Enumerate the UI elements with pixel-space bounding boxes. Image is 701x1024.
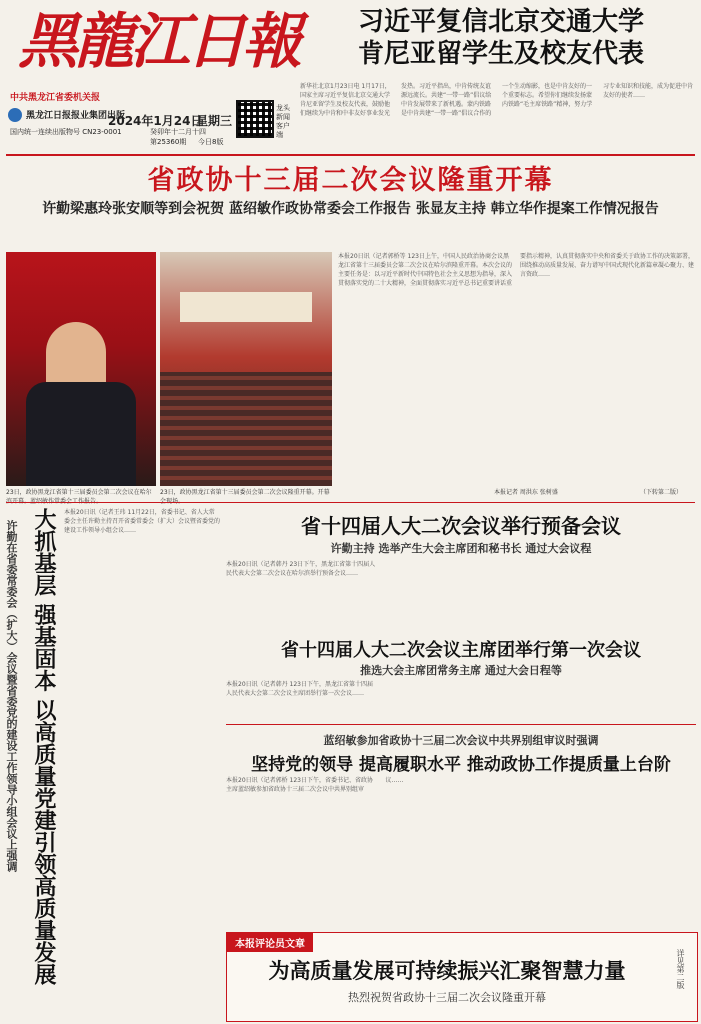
qr-label: 龙头新闻客户端: [276, 104, 290, 139]
top-story-body: 新华社北京1月23日电 1月17日，国家主席习近平复信北京交通大学肯尼亚留学生及校友代表，鼓励他们继续为中肯和中非友好事业发光发热。习近平指出，中肯传统友谊源远流长。共建“一带一路”倡议给中肯发展带来了新机遇。蒙内铁路是中肯共建“一带一路”倡议合作的一个生动缩影，也是中肯友好的一个重要标志。希望你们继续发扬蒙内铁路“毛主席铁路”精神，努力学习专业知识和技能，成为促进中肯友好的使者……: [300, 83, 694, 117]
continued-note: （下转第二版）: [640, 489, 683, 496]
main-headline[interactable]: 省政协十三届二次会议隆重开幕: [147, 165, 554, 196]
issue-weekday: 星期三: [196, 114, 233, 128]
top-story-headline-line1: 习近平复信北京交通大学: [358, 7, 645, 37]
main-photo-hall: [160, 252, 332, 486]
issue-date: 2024年1月24日: [108, 114, 203, 128]
cppcc-body: 本报20日讯（记者郭桥 123日下午，省委书记、省政协主席蓝绍敏参加省政协十三届二次会议中共界别组审议……: [226, 777, 404, 793]
masthead-org: 中共黑龙江省委机关报: [10, 93, 101, 103]
photo-credit: 本报记者 周洪东 张树盛: [494, 489, 558, 496]
divider: [6, 154, 695, 156]
vertical-headline[interactable]: 大抓基层 强基固本 以高质量党建引领高质量发展: [31, 508, 57, 986]
main-photo-speaker: [6, 252, 156, 486]
main-subhead: 许勤梁惠玲张安顺等到会祝贺 蓝绍敏作政协常委会工作报告 张显友主持 韩立华作提案工作情况报告: [42, 201, 659, 217]
photo-caption-1: 23日，政协黑龙江省第十三届委员会第二次会议在哈尔: [6, 489, 152, 496]
masthead-logo: 黑龍江日報: [18, 7, 298, 77]
commentary-side: 详见第二版: [676, 949, 685, 989]
issue-number: 第25360期: [150, 138, 187, 146]
main-body: 本报20日讯（记者郭桥等 123日上午，中国人民政治协商会议黑龙江省第十三届委员会第二次会议在哈尔滨隆重开幕。本次会议的主要任务是：以习近平新时代中国特色社会主义思想为指导，深入贯彻落实党的二十大精神，全面贯彻落实习近平总书记重要讲话重要指示精神，认真贯彻落实中央和省委关于政协工作的决策部署，围绕推动高质量发展、奋力谱写中国式现代化新篇章凝心聚力、建言资政……: [338, 253, 694, 287]
npc-presidium-headline[interactable]: 省十四届人大二次会议主席团举行第一次会议: [281, 640, 641, 661]
group-logo-icon: [8, 108, 22, 122]
lunar-date: 癸卯年十二月十四: [150, 128, 206, 136]
vertical-subhead: 许勤在省委常委会（扩大）会议暨省委党的建设工作领导小组会议上强调: [5, 520, 18, 872]
photo-caption-2: 23日，政协黑龙江省第十三届委员会第二次会议隆重开幕。开幕: [160, 489, 330, 496]
vertical-body: 本报20日讯（记者王玮 11月22日，省委书记、省人大常委会主任许勤主持召开省委常委会（扩大）会议暨省委党的建设工作领导小组会议……: [64, 509, 220, 534]
qr-code-icon[interactable]: [236, 100, 274, 138]
commentary-label: 本报评论员文章: [227, 933, 313, 952]
page-count: 今日8版: [198, 138, 224, 146]
top-story-headline[interactable]: [358, 6, 693, 70]
cppcc-kicker: 蓝绍敏参加省政协十三届二次会议中共界别组审议时强调: [323, 734, 599, 747]
commentary-box[interactable]: [226, 932, 698, 1022]
top-story-headline-line2: 肯尼亚留学生及校友代表: [358, 39, 645, 69]
masthead-publisher: 黑龙江日报报业集团出版: [26, 111, 126, 121]
divider: [226, 724, 696, 725]
npc-prep-headline[interactable]: 省十四届人大二次会议举行预备会议: [301, 514, 621, 538]
npc-presidium-body: 本报20日讯（记者韩丹 123日下午，黑龙江省第十四届人民代表大会第二次会议主席团举行第一次会议……: [226, 681, 373, 697]
commentary-headline: 为高质量发展可持续振兴汇聚智慧力量: [268, 958, 626, 983]
npc-prep-body: 本报20日讯（记者韩丹 23日下午，黑龙江省第十四届人民代表大会第二次会议在哈尔滨举行预备会议……: [226, 561, 376, 577]
masthead-serial: 国内统一连续出版物号 CN23-0001: [10, 128, 122, 136]
npc-presidium-subhead: 推选大会主席团常务主席 通过大会日程等: [360, 664, 562, 677]
cppcc-headline[interactable]: 坚持党的领导 提高履职水平 推动政协工作提质量上台阶: [251, 755, 671, 775]
commentary-subhead: 热烈祝贺省政协十三届二次会议隆重开幕: [348, 991, 546, 1004]
divider: [6, 502, 695, 503]
npc-prep-subhead: 许勤主持 选举产生大会主席团和秘书长 通过大会议程: [330, 542, 592, 555]
